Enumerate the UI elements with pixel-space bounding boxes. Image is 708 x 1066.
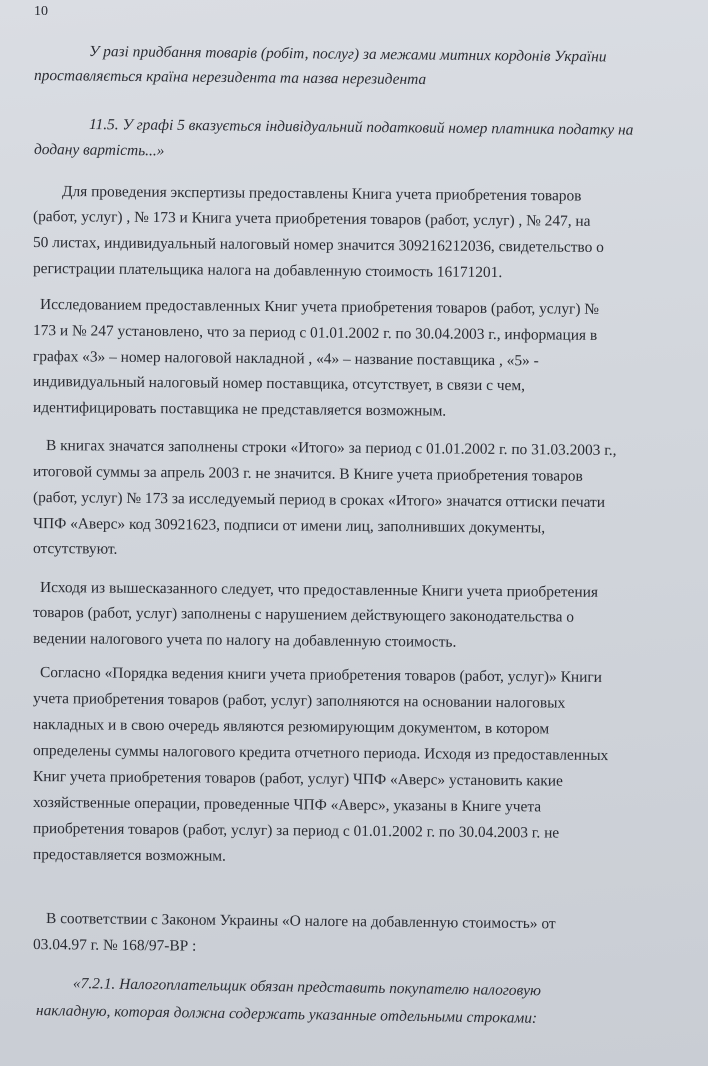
text-line: идентифицировать поставщика не представляется возможным. — [32, 399, 447, 420]
text-line: Книг учета приобретения товаров (работ, услуг) ЧПФ «Аверс» установить какие — [32, 768, 563, 790]
text-line: Для проведения экспертизы предоставлены Книга учета приобретения товаров — [61, 183, 582, 205]
text-line: определены суммы налогового кредита отчетного периода. Исходя из предоставленных — [32, 742, 609, 765]
text-line: ведении налогового учета по налогу на добавленную стоимость. — [32, 630, 457, 651]
text-line: (работ, услуг) , № 173 и Книга учета приобретения товаров (работ, услуг) , № 247, на — [32, 208, 591, 230]
text-line: приобретения товаров (работ, услуг) за период с 01.01.2002 г. по 30.04.2003 г. не — [32, 820, 560, 842]
text-line: предоставляется возможным. — [32, 846, 227, 865]
text-line: Исследованием предоставленных Книг учета приобретения товаров (работ, услуг) № — [39, 296, 600, 318]
text-line: товаров (работ, услуг) заполнены с нарушением действующего законодательства о — [32, 604, 575, 626]
text-line: Согласно «Порядка ведения книги учета приобретения товаров (работ, услуг)» Книги — [39, 664, 602, 686]
text-line: В книгах значатся заполнены строки «Итого» за период с 01.01.2002 г. по 31.03.2003 г., — [45, 437, 617, 459]
page-number: 10 — [34, 4, 48, 19]
text-line: проставляється країна нерезидента та назва нерезидента — [33, 67, 427, 89]
text-line: итоговой суммы за апрель 2003 г. не значится. В Книге учета приобретения товаров — [32, 463, 583, 485]
text-line: учета приобретения товаров (работ, услуг) заполняются на основании налоговых — [32, 690, 566, 712]
text-line: Исходя из вышесказанного следует, что предоставленные Книги учета приобретения — [39, 579, 599, 601]
text-line: 03.04.97 г. № 168/97-ВР : — [32, 936, 197, 955]
text-line: 173 и № 247 установлено, что за период с 01.01.2002 г. по 30.04.2003 г., информация в — [32, 322, 598, 344]
text-line: додану вартість...» — [33, 141, 165, 160]
text-line: «7.2.1. Налогоплательщик обязан представить покупателю налоговую — [72, 975, 542, 1000]
text-line: В соответствии с Законом Украины «О налоге на добавленную стоимость» от — [45, 910, 556, 933]
text-line: хозяйственные операции, проведенные ЧПФ «Аверс», указаны в Книге учета — [32, 794, 542, 816]
text-line: регистрации плательщика налога на добавленную стоимость 16171201. — [32, 260, 503, 282]
text-line: ЧПФ «Аверс» код 30921623, подписи от имени лиц, заполнивших документы, — [32, 515, 546, 537]
text-line: У разі придбання товарів (робіт, послуг) за межами митних кордонів України — [88, 43, 607, 66]
text-line: индивидуальный налоговый номер поставщика, отсутствует, в связи с чем, — [32, 373, 526, 395]
text-line: накладных и в свою очередь являются резюмирующим документом, в котором — [32, 716, 550, 738]
text-line: (работ, услуг) № 173 за исследуемый период в сроках «Итого» значатся оттиски печати — [32, 489, 606, 511]
text-line: накладную, которая должна содержать указанные отдельными строками: — [35, 1002, 538, 1027]
text-line: графах «3» – номер налоговой накладной , «4» – название поставщика , «5» - — [32, 348, 539, 370]
text-line: отсутствуют. — [32, 540, 118, 558]
text-line: 50 листах, индивидуальный налоговый номер значится 309216212036, свидетельство о — [32, 234, 604, 256]
text-line: 11.5. У графі 5 вказується індивідуальний податковий номер платника податку на — [88, 116, 634, 139]
